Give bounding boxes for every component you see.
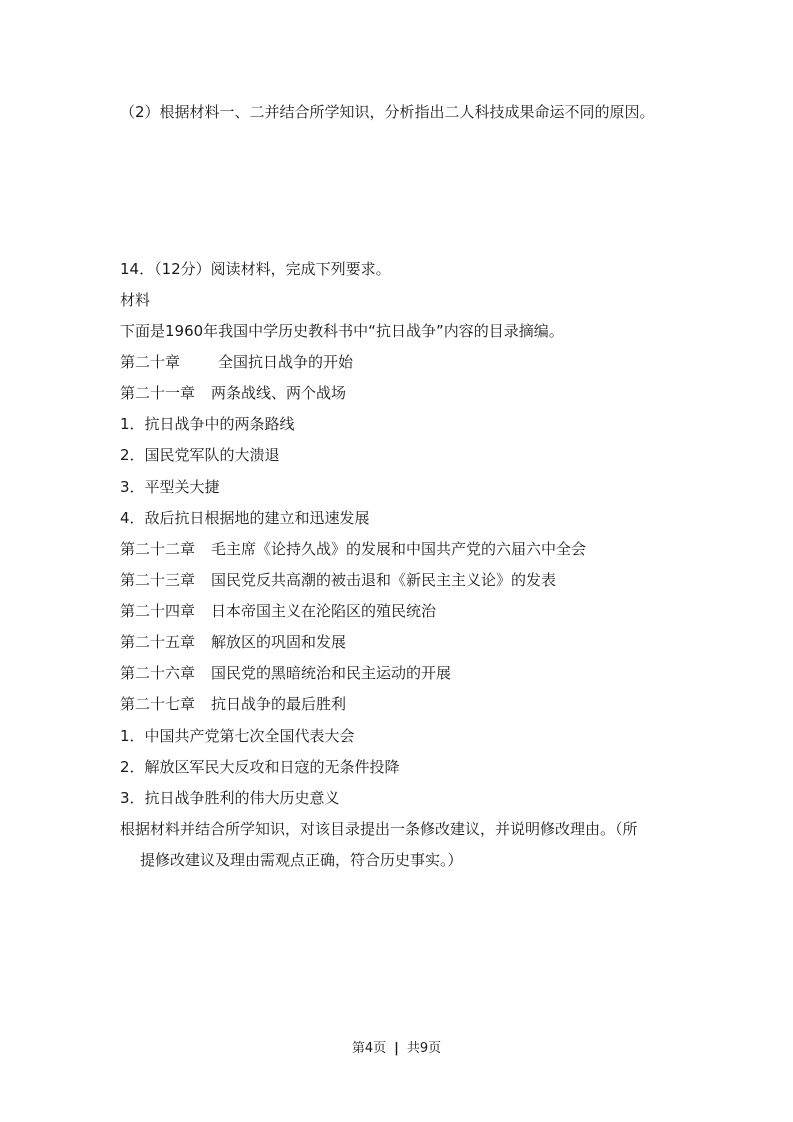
toc-chapter-number: 第二十四章 [120,602,196,620]
toc-chapter-number: 第二十章 [120,353,181,371]
material-label: 材料 [120,291,151,309]
page-current: 第4页 [351,1041,387,1056]
task-instruction-line-2: 提修改建议及理由需观点正确，符合历史事实。） [140,851,463,869]
page-separator: | [394,1041,399,1056]
toc-chapter-23 [120,570,556,590]
toc-chapter-title: 全国抗日战争的开始 [218,353,354,371]
toc-chapter-number: 第二十二章 [120,540,196,558]
toc-chapter-title: 国民党的黑暗统治和民主运动的开展 [211,664,452,682]
page-total: 共9页 [406,1041,442,1056]
toc-chapter-title: 两条战线、两个战场 [211,384,347,402]
toc-item: 2．解放区军民大反攻和日寇的无条件投降 [120,758,400,776]
toc-chapter-title: 国民党反共高潮的被击退和《新民主主义论》的发表 [211,571,557,589]
toc-chapter-26 [120,663,451,683]
toc-item: 4．敌后抗日根据地的建立和迅速发展 [120,509,370,527]
task-instruction-line-1: 根据材料并结合所学知识，对该目录提出一条修改建议，并说明修改理由。（所 [120,820,638,838]
toc-chapter-title: 日本帝国主义在沦陷区的殖民统治 [211,602,437,620]
toc-item: 1．中国共产党第七次全国代表大会 [120,727,355,745]
toc-chapter-27 [120,694,346,714]
toc-item: 1．抗日战争中的两条路线 [120,415,295,433]
toc-chapter-25 [120,632,346,652]
page-footer [0,1040,793,1058]
toc-chapter-20 [120,352,353,372]
toc-item: 3．平型关大捷 [120,478,220,496]
question-14-header: 14．（12分）阅读材料，完成下列要求。 [120,260,391,278]
toc-chapter-title: 抗日战争的最后胜利 [211,695,347,713]
toc-item: 2．国民党军队的大溃退 [120,446,280,464]
toc-chapter-title: 解放区的巩固和发展 [211,633,347,651]
question-part-2: （2）根据材料一、二并结合所学知识，分析指出二人科技成果命运不同的原因。 [120,103,655,121]
toc-item: 3．抗日战争胜利的伟大历史意义 [120,789,340,807]
toc-chapter-number: 第二十三章 [120,571,196,589]
toc-chapter-21 [120,383,346,403]
toc-chapter-number: 第二十六章 [120,664,196,682]
toc-chapter-22 [120,539,586,559]
toc-chapter-title: 毛主席《论持久战》的发展和中国共产党的六届六中全会 [211,540,587,558]
toc-chapter-24 [120,601,436,621]
toc-chapter-number: 第二十五章 [120,633,196,651]
toc-chapter-number: 第二十一章 [120,384,196,402]
material-intro: 下面是1960年我国中学历史教科书中“抗日战争”内容的目录摘编。 [120,322,564,340]
toc-chapter-number: 第二十七章 [120,695,196,713]
